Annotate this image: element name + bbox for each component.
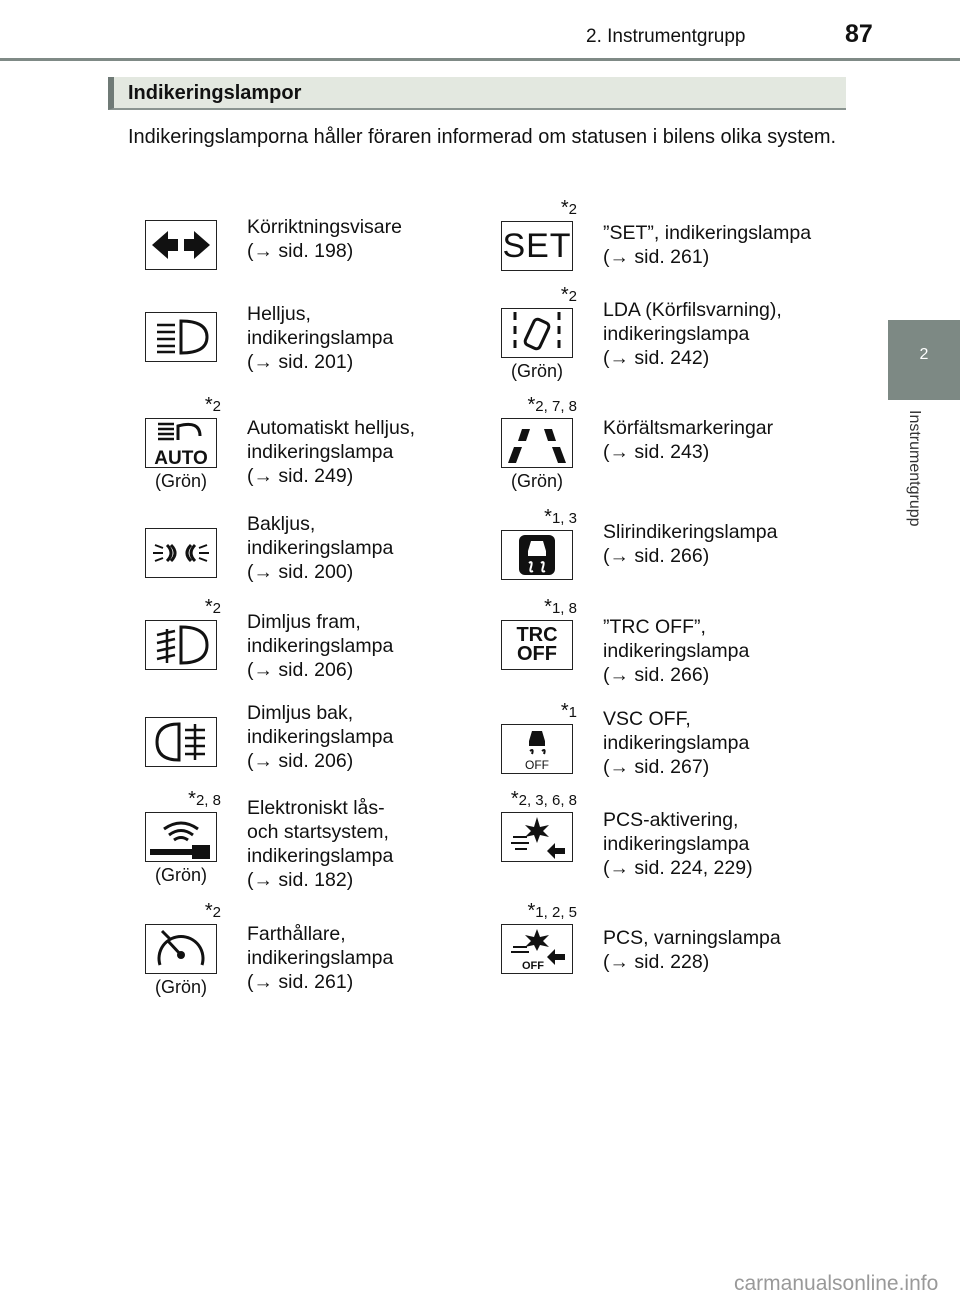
- indicator-description: PCS-aktivering, indikeringslampa (→ sid. 224, 229): [603, 809, 753, 879]
- color-note: (Grön): [154, 471, 207, 491]
- indicator-description: Helljus, indikeringslampa (→ sid. 201): [247, 303, 394, 373]
- indicator-description: ”TRC OFF”, indikeringslampa (→ sid. 266): [603, 616, 750, 686]
- color-note: (Grön): [154, 865, 207, 885]
- rear-fog-icon: [145, 717, 217, 767]
- cruise-control-icon: [145, 924, 217, 974]
- color-note: (Grön): [154, 977, 207, 997]
- indicator-description: Bakljus, indikeringslampa (→ sid. 200): [247, 513, 394, 583]
- intro-paragraph: Indikeringslamporna håller föraren informerad om statusen i bilens olika system.: [128, 126, 837, 148]
- footnote-ref: *2: [560, 284, 577, 306]
- section-title: Indikeringslampor: [128, 82, 302, 104]
- lane-markings-icon: [501, 418, 573, 468]
- chapter-tab: 2: [888, 320, 960, 400]
- color-note: (Grön): [510, 471, 563, 491]
- set-icon: [501, 221, 573, 271]
- footnote-ref: *2: [204, 900, 221, 922]
- running-header: 2. Instrumentgrupp: [586, 26, 746, 47]
- indicator-description: PCS, varningslampa (→ sid. 228): [603, 927, 781, 973]
- indicator-description: Slirindikeringslampa (→ sid. 266): [603, 521, 778, 567]
- footnote-ref: *2: [560, 197, 577, 219]
- smart-key-icon: [145, 812, 217, 862]
- trc-off-icon: [501, 620, 573, 670]
- indicator-description: Farthållare, indikeringslampa (→ sid. 261): [247, 923, 394, 993]
- indicator-description: Körfältsmarkeringar (→ sid. 243): [603, 417, 774, 463]
- indicator-description: Dimljus fram, indikeringslampa (→ sid. 206): [247, 611, 394, 681]
- page-number: 87: [845, 20, 873, 48]
- footnote-ref: *2, 7, 8: [527, 394, 577, 416]
- indicator-description: ”SET”, indikeringslampa (→ sid. 261): [603, 222, 812, 268]
- indicator-description: Automatiskt helljus, indikeringslampa (→ sid. 249): [247, 417, 415, 487]
- footnote-ref: *1, 8: [544, 596, 577, 618]
- watermark: carmanualsonline.info: [734, 1272, 939, 1295]
- footnote-ref: *2: [204, 596, 221, 618]
- high-beam-icon: [145, 312, 217, 362]
- tail-light-icon: [145, 528, 217, 578]
- footnote-ref: *1, 3: [544, 506, 577, 528]
- svg-text:OFF: OFF: [525, 758, 549, 771]
- chapter-tab-label: Instrumentgrupp: [906, 410, 923, 527]
- trc-off-text: TRC OFF: [516, 624, 558, 665]
- pcs-icon: [501, 812, 573, 862]
- svg-text:AUTO: AUTO: [154, 448, 208, 466]
- auto-high-beam-icon: [145, 418, 217, 468]
- header-rule: [0, 58, 960, 61]
- indicator-description: Körriktningsvisare (→ sid. 198): [247, 216, 402, 262]
- footnote-ref: *1: [560, 700, 577, 722]
- color-note: (Grön): [510, 361, 563, 381]
- footnote-ref: *2: [204, 394, 221, 416]
- indicator-description: LDA (Körfilsvarning), indikeringslampa (→ sid. 242): [603, 299, 782, 369]
- vsc-off-icon: [501, 724, 573, 774]
- set-text: SET: [502, 226, 572, 265]
- indicator-description: VSC OFF, indikeringslampa (→ sid. 267): [603, 708, 750, 778]
- slip-icon: [501, 530, 573, 580]
- lda-icon: [501, 308, 573, 358]
- pcs-off-icon: [501, 924, 573, 974]
- footnote-ref: *2, 8: [188, 788, 221, 810]
- svg-text:OFF: OFF: [522, 960, 544, 971]
- section-heading: [108, 77, 846, 110]
- footnote-ref: *1, 2, 5: [527, 900, 577, 922]
- indicator-description: Dimljus bak, indikeringslampa (→ sid. 206): [247, 702, 394, 772]
- front-fog-icon: [145, 620, 217, 670]
- footnote-ref: *2, 3, 6, 8: [510, 788, 577, 810]
- indicator-description: Elektroniskt lås- och startsystem, indikeringslampa (→ sid. 182): [247, 797, 394, 891]
- turn-signal-icon: [145, 220, 217, 270]
